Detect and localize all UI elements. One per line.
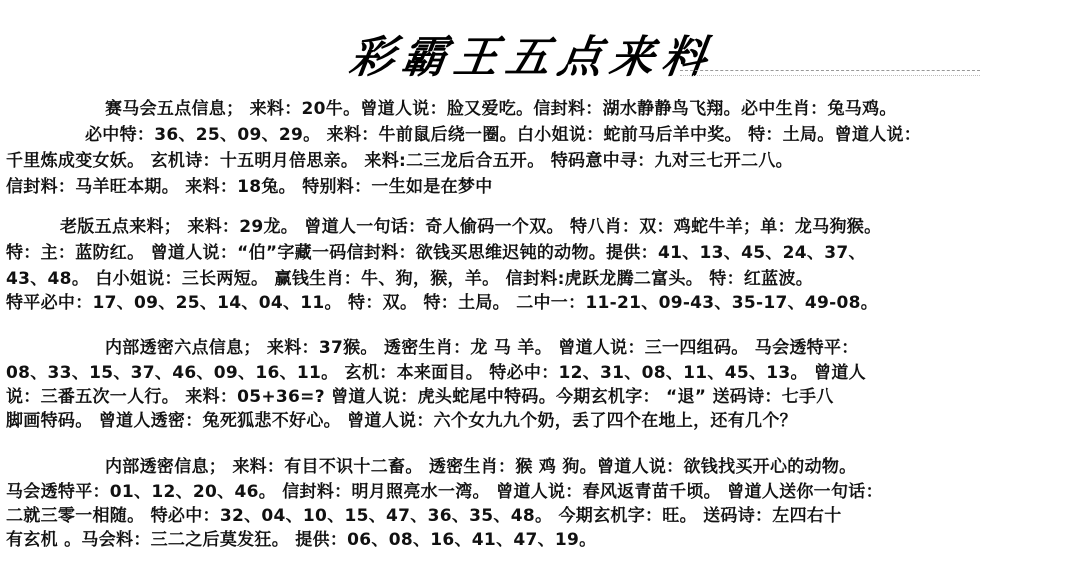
section-4-line-4: 有玄机 。马会料：三二之后莫发狂。 提供：06、08、16、41、47、19。 xyxy=(6,530,597,550)
section-2-line-3: 43、48。 白小姐说：三长两短。 赢钱生肖：牛、狗，猴，羊。 信封料:虎跃龙腾二富头。 特：红蓝波。 xyxy=(6,269,814,289)
section-3-line-4: 脚画特码。 曾道人透密：兔死狐悲不好心。 曾道人说：六个女九九个奶，丢了四个在地上，还有几个？ xyxy=(6,411,797,431)
section-2-line-2: 特：主：蓝防红。 曾道人说：“伯”字藏一码信封料：欲钱买思维迟钝的动物。提供：41、13、45、24、37、 xyxy=(6,243,866,263)
section-3-line-2: 08、33、15、37、46、09、16、11。 玄机：本来面目。 特必中：12、31、08、11、45、13。 曾道人 xyxy=(6,363,866,383)
section-1-line-3: 千里炼成变女妖。 玄机诗：十五明月倍思亲。 来料:二三龙后合五开。 特码意中寻：九对三七开二八。 xyxy=(6,151,793,171)
section-1-line-4: 信封料：马羊旺本期。 来料：18兔。 特别料：一生如是在梦中 xyxy=(6,177,493,197)
section-1-line-2: 必中特：36、25、09、29。 来料：牛前鼠后绕一圈。白小姐说：蛇前马后羊中奖。 特：土局。曾道人说： xyxy=(85,125,922,145)
section-3-line-3: 说：三番五次一人行。 来料：05+36=? 曾道人说：虎头蛇尾中特码。今期玄机字： “退” 送码诗：七手八 xyxy=(6,387,834,407)
section-3-line-1: 内部透密六点信息； 来料：37猴。 透密生肖：龙 马 羊。 曾道人说：三一四组码。 马会透特平： xyxy=(105,338,859,358)
section-2-line-1: 老版五点来料； 来料：29龙。 曾道人一句话：奇人偷码一个双。 特八肖：双：鸡蛇牛羊；单：龙马狗猴。 xyxy=(60,217,882,237)
section-1-line-1: 赛马会五点信息； 来料：20牛。曾道人说：脸又爱吃。信封料：湖水静静鸟飞翔。必中生肖：兔马鸡。 xyxy=(105,99,897,119)
section-4-line-3: 二就三零一相随。 特必中：32、04、10、15、47、36、35、48。 今期玄机字：旺。 送码诗：左四右十 xyxy=(6,506,842,526)
page-title: 彩霸王五点来料 xyxy=(346,32,718,83)
section-4-line-1: 内部透密信息； 来料：有目不识十二畜。 透密生肖：猴 鸡 狗。曾道人说：欲钱找买开心的动物。 xyxy=(105,457,857,477)
section-4-line-2: 马会透特平：01、12、20、46。 信封料：明月照亮水一湾。 曾道人说：春风返青苗千顷。 曾道人送你一句话： xyxy=(6,482,883,502)
section-2-line-4: 特平必中：17、09、25、14、04、11。 特：双。 特：土局。 二中一：11-21、09-43、35-17、49-08。 xyxy=(6,293,879,313)
title-divider xyxy=(680,70,980,76)
